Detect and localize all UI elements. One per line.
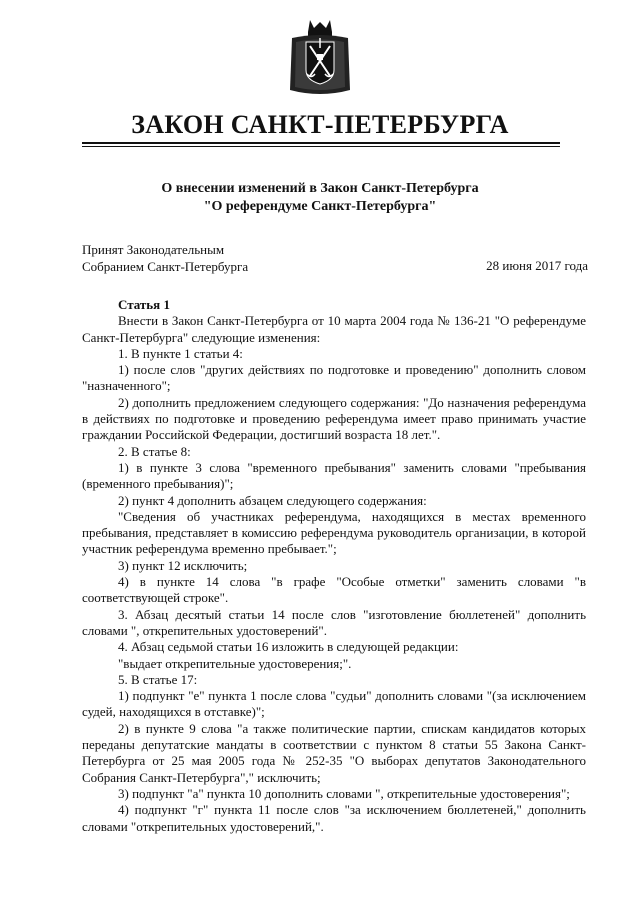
adoption-statement (82, 242, 248, 275)
subtitle-line-2: "О референдуме Санкт-Петербурга" (203, 199, 437, 214)
adoption-date: 28 июня 2017 года (486, 258, 588, 273)
subtitle-line-1: О внесении изменений в Закон Санкт-Петербурга (161, 181, 479, 196)
title-underline (82, 142, 560, 144)
article-heading: Статья 1 (118, 297, 170, 312)
article-paragraph: 2) в пункте 9 слова "а также политические партии, спискам кандидатов которых переданы депутатские мандаты в соответствии с пунктом 8 статьи 55 Закона Санкт-Петербурга от 25 мая 2005 года № 252-35 "О выборах депутатов Законодательного Собрания Санкт-Петербурга"," исключить; (82, 720, 586, 785)
article-paragraph: 3) подпункт "а" пункта 10 дополнить словами ", открепительные удостоверения"; (118, 785, 570, 801)
article-paragraph: 4. Абзац седьмой статьи 16 изложить в следующей редакции: (118, 639, 459, 655)
article-paragraph: 1) после слов "других действиях по подготовке и проведению" дополнить словом "назначенного"; (82, 362, 586, 394)
adoption-line-1: Принят Законодательным (82, 242, 225, 257)
article-body (82, 297, 586, 835)
article-paragraph: 1) подпункт "е" пункта 1 после слова "судьи" дополнить словами "(за исключением судей, находящихся в отставке)"; (82, 688, 586, 720)
law-subtitle (0, 180, 640, 216)
article-paragraph: 5. В статье 17: (118, 671, 198, 687)
article-paragraph: "Сведения об участниках референдума, находящихся в местах временного пребывания, представляет в комиссию референдума руководитель организации, в которой участник референдума временно пребывает."; (82, 508, 586, 557)
adoption-line-2: Собранием Санкт-Петербурга (82, 258, 249, 274)
law-title: ЗАКОН САНКТ-ПЕТЕРБУРГА (131, 110, 509, 139)
article-paragraph: 2) дополнить предложением следующего содержания: "До назначения референдума в действиях по подготовке и проведению референдума имеет право принимать участие граждании Российской Федерации, достигший возраста 18 лет.". (82, 394, 586, 443)
title-underline-thin (82, 146, 560, 147)
article-paragraph: 3) пункт 12 исключить; (118, 557, 248, 573)
article-paragraph: 4) подпункт "г" пункта 11 после слов "за исключением бюллетеней," дополнить словами "открепительных удостоверений,". (82, 802, 586, 834)
article-paragraph: 2) пункт 4 дополнить абзацем следующего содержания: (118, 492, 427, 508)
article-paragraph: 3. Абзац десятый статьи 14 после слов "изготовление бюллетеней" дополнить словами ", открепительных удостоверений". (82, 606, 586, 638)
article-paragraph: 1. В пункте 1 статьи 4: (118, 345, 243, 361)
saint-petersburg-coat-of-arms-icon (288, 18, 352, 98)
article-paragraph: 1) в пункте 3 слова "временного пребывания" заменить словами "пребывания (временного пребывания)"; (82, 459, 586, 492)
article-paragraph: 2. В статье 8: (118, 443, 191, 459)
article-paragraph: Внести в Закон Санкт-Петербурга от 10 марта 2004 года № 136-21 "О референдуме Санкт-Петербурга" следующие изменения: (82, 313, 586, 345)
article-paragraph: "выдает открепительные удостоверения;". (118, 655, 352, 671)
article-paragraph: 4) в пункте 14 слова "в графе "Особые отметки" заменить словами "в соответствующей строке". (82, 574, 586, 606)
